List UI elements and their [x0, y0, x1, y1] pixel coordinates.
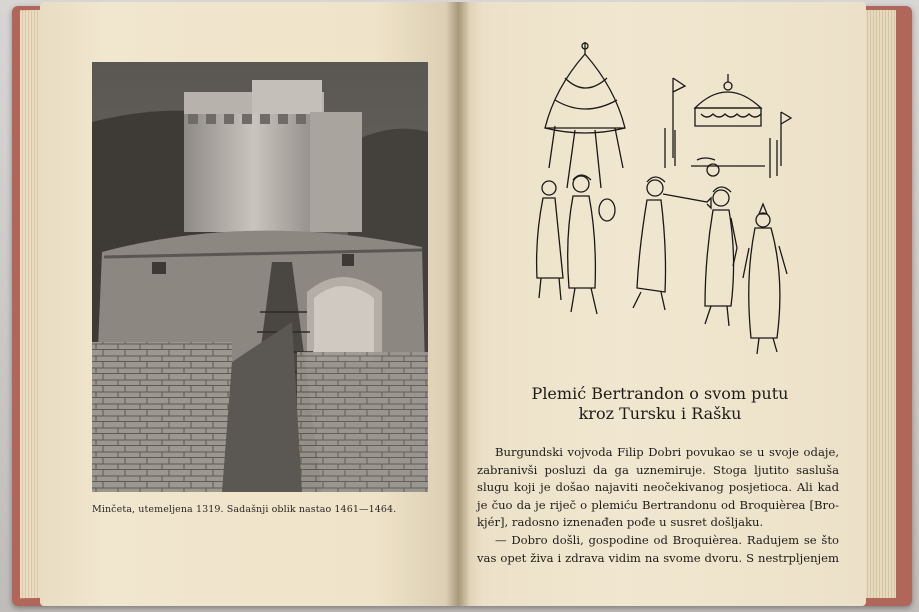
fortress-photo: [92, 62, 428, 492]
body-line: vas opet živa i zdrava vidim na svome dvoru. S nestrpljenjem: [477, 550, 839, 565]
chapter-title: [500, 384, 820, 424]
chapter-body: [477, 444, 839, 567]
body-line: zabranivši posluzi da ga uznemiruje. Stoga ljutito sasluša: [477, 462, 839, 477]
body-line: — Dobro došli, gospodine od Broquièrea. Radujem se što: [495, 532, 839, 547]
photo-caption: Minčeta, utemeljena 1319. Sadašnji oblik nastao 1461—1464.: [92, 504, 397, 515]
procession-illustration: [515, 38, 805, 363]
chapter-title-line-1: Plemić Bertrandon o svom putu: [531, 384, 789, 403]
body-line: slugu koji je došao najaviti neočekivanog posjetioca. Ali kad: [477, 480, 839, 495]
chapter-title-line-2: kroz Tursku i Rašku: [578, 404, 742, 423]
body-line: Burgundski vojvoda Filip Dobri povukao se u svoje odaje,: [495, 445, 839, 459]
body-line: kjér], radosno iznenađen pođe u susret došljaku.: [477, 515, 764, 530]
body-line: je čuo da je riječ o plemiću Bertrandonu od Broquièrea [Bro-: [477, 497, 839, 512]
book-gutter: [446, 2, 470, 606]
